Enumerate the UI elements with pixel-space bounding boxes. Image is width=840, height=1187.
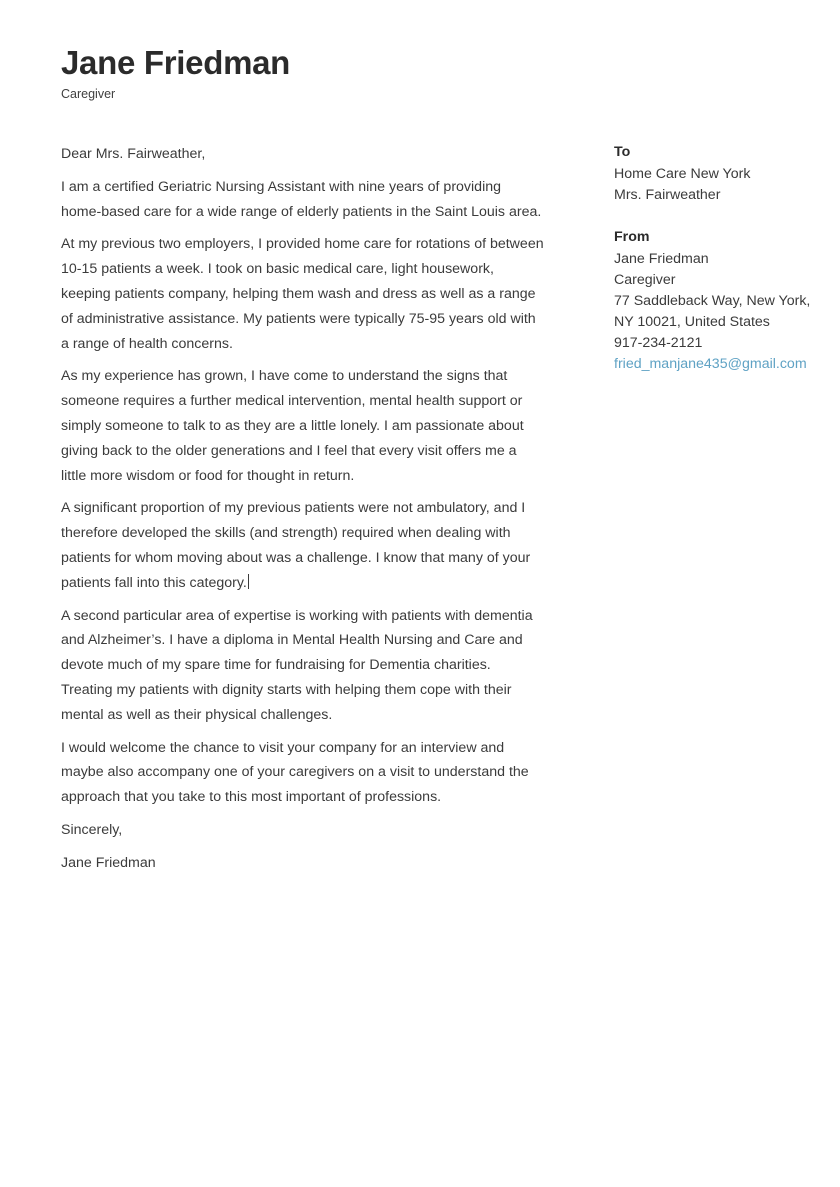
candidate-name: Jane Friedman [61, 44, 291, 81]
letter-paragraph-2: At my previous two employers, I provided home care for rotations of between 10-15 patients a week. I took on basic medical care, light housework, keeping patients company, helping them wash and dress as well as a range of administrative assistance. My patients were typically 75-95 years old with a range of health concerns. [61, 236, 544, 352]
letter-paragraph-3: As my experience has grown, I have come to understand the signs that someone requires a further medical intervention, mental health support or simply someone to talk to as they are a little lonely. I am passionate about giving back to the older generations and I feel that every visit offers me a little more wisdom or food for thought in return. [61, 368, 524, 484]
letter-salutation: Dear Mrs. Fairweather, [61, 146, 206, 162]
sender-job-title: Caregiver [614, 272, 676, 288]
letter-paragraph-1: I am a certified Geriatric Nursing Assistant with nine years of providing home-based care for a wide range of elderly patients in the Saint Louis area. [61, 178, 542, 220]
sender-block [614, 227, 819, 375]
candidate-job-title: Caregiver [61, 87, 116, 101]
letter-sidebar [614, 142, 819, 375]
letter-signature: Jane Friedman [61, 854, 156, 871]
letter-paragraph-4 [61, 496, 545, 595]
letter-paragraph-5: A second particular area of expertise is working with patients with dementia and Alzheimer’s. I have a diploma in Mental Health Nursing and Care and devote much of my spare time for fundraising for Dementia charities. Treating my patients with dignity starts with helping them cope with their mental as well as their physical challenges. [61, 607, 533, 723]
recipient-block [614, 142, 819, 206]
letter-header [61, 44, 581, 102]
recipient-heading: To [614, 144, 631, 160]
letter-paragraph-4-text: A significant proportion of my previous patients were not ambulatory, and I therefore developed the skills (and strength) required when dealing with patients for whom moving about was a challenge. I know that many of your patients fall into this category. [61, 500, 531, 591]
sender-email-link[interactable]: fried_manjane435@gmail.com [614, 356, 807, 372]
text-cursor-caret [248, 574, 249, 589]
letter-closing: Sincerely, [61, 821, 123, 838]
sender-name: Jane Friedman [614, 251, 709, 267]
recipient-name: Mrs. Fairweather [614, 187, 721, 203]
sender-phone[interactable]: 917-234-2121 [614, 335, 703, 351]
sender-heading: From [614, 229, 650, 245]
sender-address: 77 Saddleback Way, New York, NY 10021, United States [614, 293, 811, 330]
recipient-company: Home Care New York [614, 166, 751, 182]
letter-body[interactable] [61, 142, 545, 876]
letter-paragraph-6: I would welcome the chance to visit your company for an interview and maybe also accompany one of your caregivers on a visit to understand the approach that you take to this most important of professions. [61, 739, 529, 806]
